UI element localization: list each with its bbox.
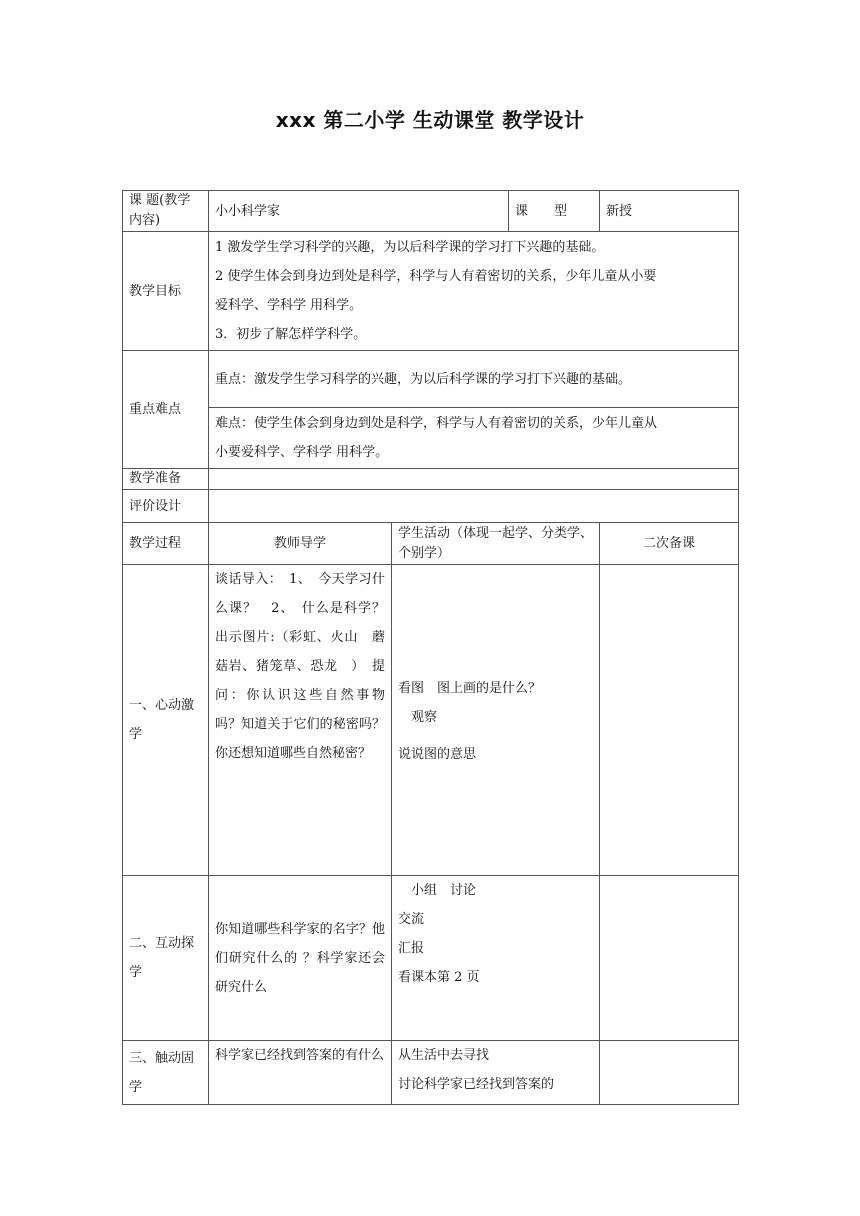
stage-name: 二、互动探学 bbox=[123, 876, 209, 1041]
type-value: 新授 bbox=[600, 191, 739, 232]
difficult-row bbox=[123, 408, 739, 469]
stage-row bbox=[123, 1041, 739, 1105]
teacher-guide: 科学家已经找到答案的有什么 bbox=[209, 1041, 392, 1105]
student-activity bbox=[392, 1041, 600, 1105]
activity-line: 小组 讨论 bbox=[398, 883, 477, 898]
goal-line: 1 激发学生学习科学的兴趣，为以后科学课的学习打下兴趣的基础。 bbox=[215, 240, 605, 255]
prep-value bbox=[209, 469, 739, 490]
stage-name: 一、心动激学 bbox=[123, 565, 209, 876]
second-prep bbox=[600, 565, 739, 876]
second-prep bbox=[600, 876, 739, 1041]
difficult-line: 难点：使学生体会到身边到处是科学，科学与人有着密切的关系，少年儿童从 bbox=[215, 416, 658, 431]
topic-row bbox=[123, 191, 739, 232]
page-title: xxx 第二小学 生动课堂 教学设计 bbox=[275, 108, 585, 132]
difficult-line: 小要爱科学、学科学 用科学。 bbox=[215, 445, 389, 460]
stage-row bbox=[123, 876, 739, 1041]
activity-line: 从生活中去寻找 bbox=[398, 1048, 490, 1063]
prep-label: 教学准备 bbox=[123, 469, 209, 490]
stage-name: 三、触动固学 bbox=[123, 1041, 209, 1105]
activity-line: 汇报 bbox=[398, 941, 425, 956]
teacher-guide: 你知道哪些科学家的名字？他们研究什么的 ？科学家还会研究什么 bbox=[209, 876, 392, 1041]
eval-row bbox=[123, 490, 739, 523]
stage-row bbox=[123, 565, 739, 876]
topic-value: 小小科学家 bbox=[209, 191, 509, 232]
keypoint-row bbox=[123, 351, 739, 408]
activity-line: 说说图的意思 bbox=[398, 746, 477, 762]
topic-label: 课 题(教学内容) bbox=[123, 191, 209, 232]
process-header-row bbox=[123, 523, 739, 565]
teacher-guide: 谈话导入： 1、 今天学习什么课？ 2、 什么是科学？ 出示图片:（彩虹、火山 蘑菇岩、猪笼草、恐龙 ） 提问：你认识这些自然事物 吗？知道关于它们的秘密吗？你还想知道哪些自然秘密？ bbox=[209, 565, 392, 876]
keypoints-label: 重点难点 bbox=[123, 351, 209, 469]
difficult-point bbox=[209, 408, 739, 469]
second-prep bbox=[600, 1041, 739, 1105]
goals-content bbox=[209, 232, 739, 351]
eval-value bbox=[209, 490, 739, 523]
goals-label: 教学目标 bbox=[123, 232, 209, 351]
activity-line: 看图 图上画的是什么？ bbox=[398, 680, 542, 696]
eval-label: 评价设计 bbox=[123, 490, 209, 523]
student-activity bbox=[392, 876, 600, 1041]
goal-line: 2 使学生体会到身边到处是科学，科学与人有着密切的关系，少年儿童从小要 bbox=[215, 269, 657, 284]
key-point bbox=[209, 351, 739, 408]
type-label: 课 型 bbox=[509, 191, 600, 232]
activity-line: 看课本第 2 页 bbox=[398, 970, 480, 985]
goal-line: 3．初步了解怎样学科学。 bbox=[215, 327, 367, 342]
process-header: 教学过程 bbox=[123, 523, 209, 565]
goals-row bbox=[123, 232, 739, 351]
second-prep-header: 二次备课 bbox=[600, 523, 739, 565]
activity-line: 观察 bbox=[398, 709, 438, 725]
lesson-plan-table bbox=[122, 190, 739, 1105]
teacher-header: 教师导学 bbox=[209, 523, 392, 565]
prep-row bbox=[123, 469, 739, 490]
student-header: 学生活动（体现一起学、分类学、个别学） bbox=[392, 523, 600, 565]
key-point-text: 重点：激发学生学习科学的兴趣，为以后科学课的学习打下兴趣的基础。 bbox=[215, 371, 632, 387]
activity-line: 讨论科学家已经找到答案的 bbox=[398, 1077, 555, 1092]
activity-line: 交流 bbox=[398, 912, 425, 927]
goal-line: 爱科学、学科学 用科学。 bbox=[215, 298, 363, 313]
